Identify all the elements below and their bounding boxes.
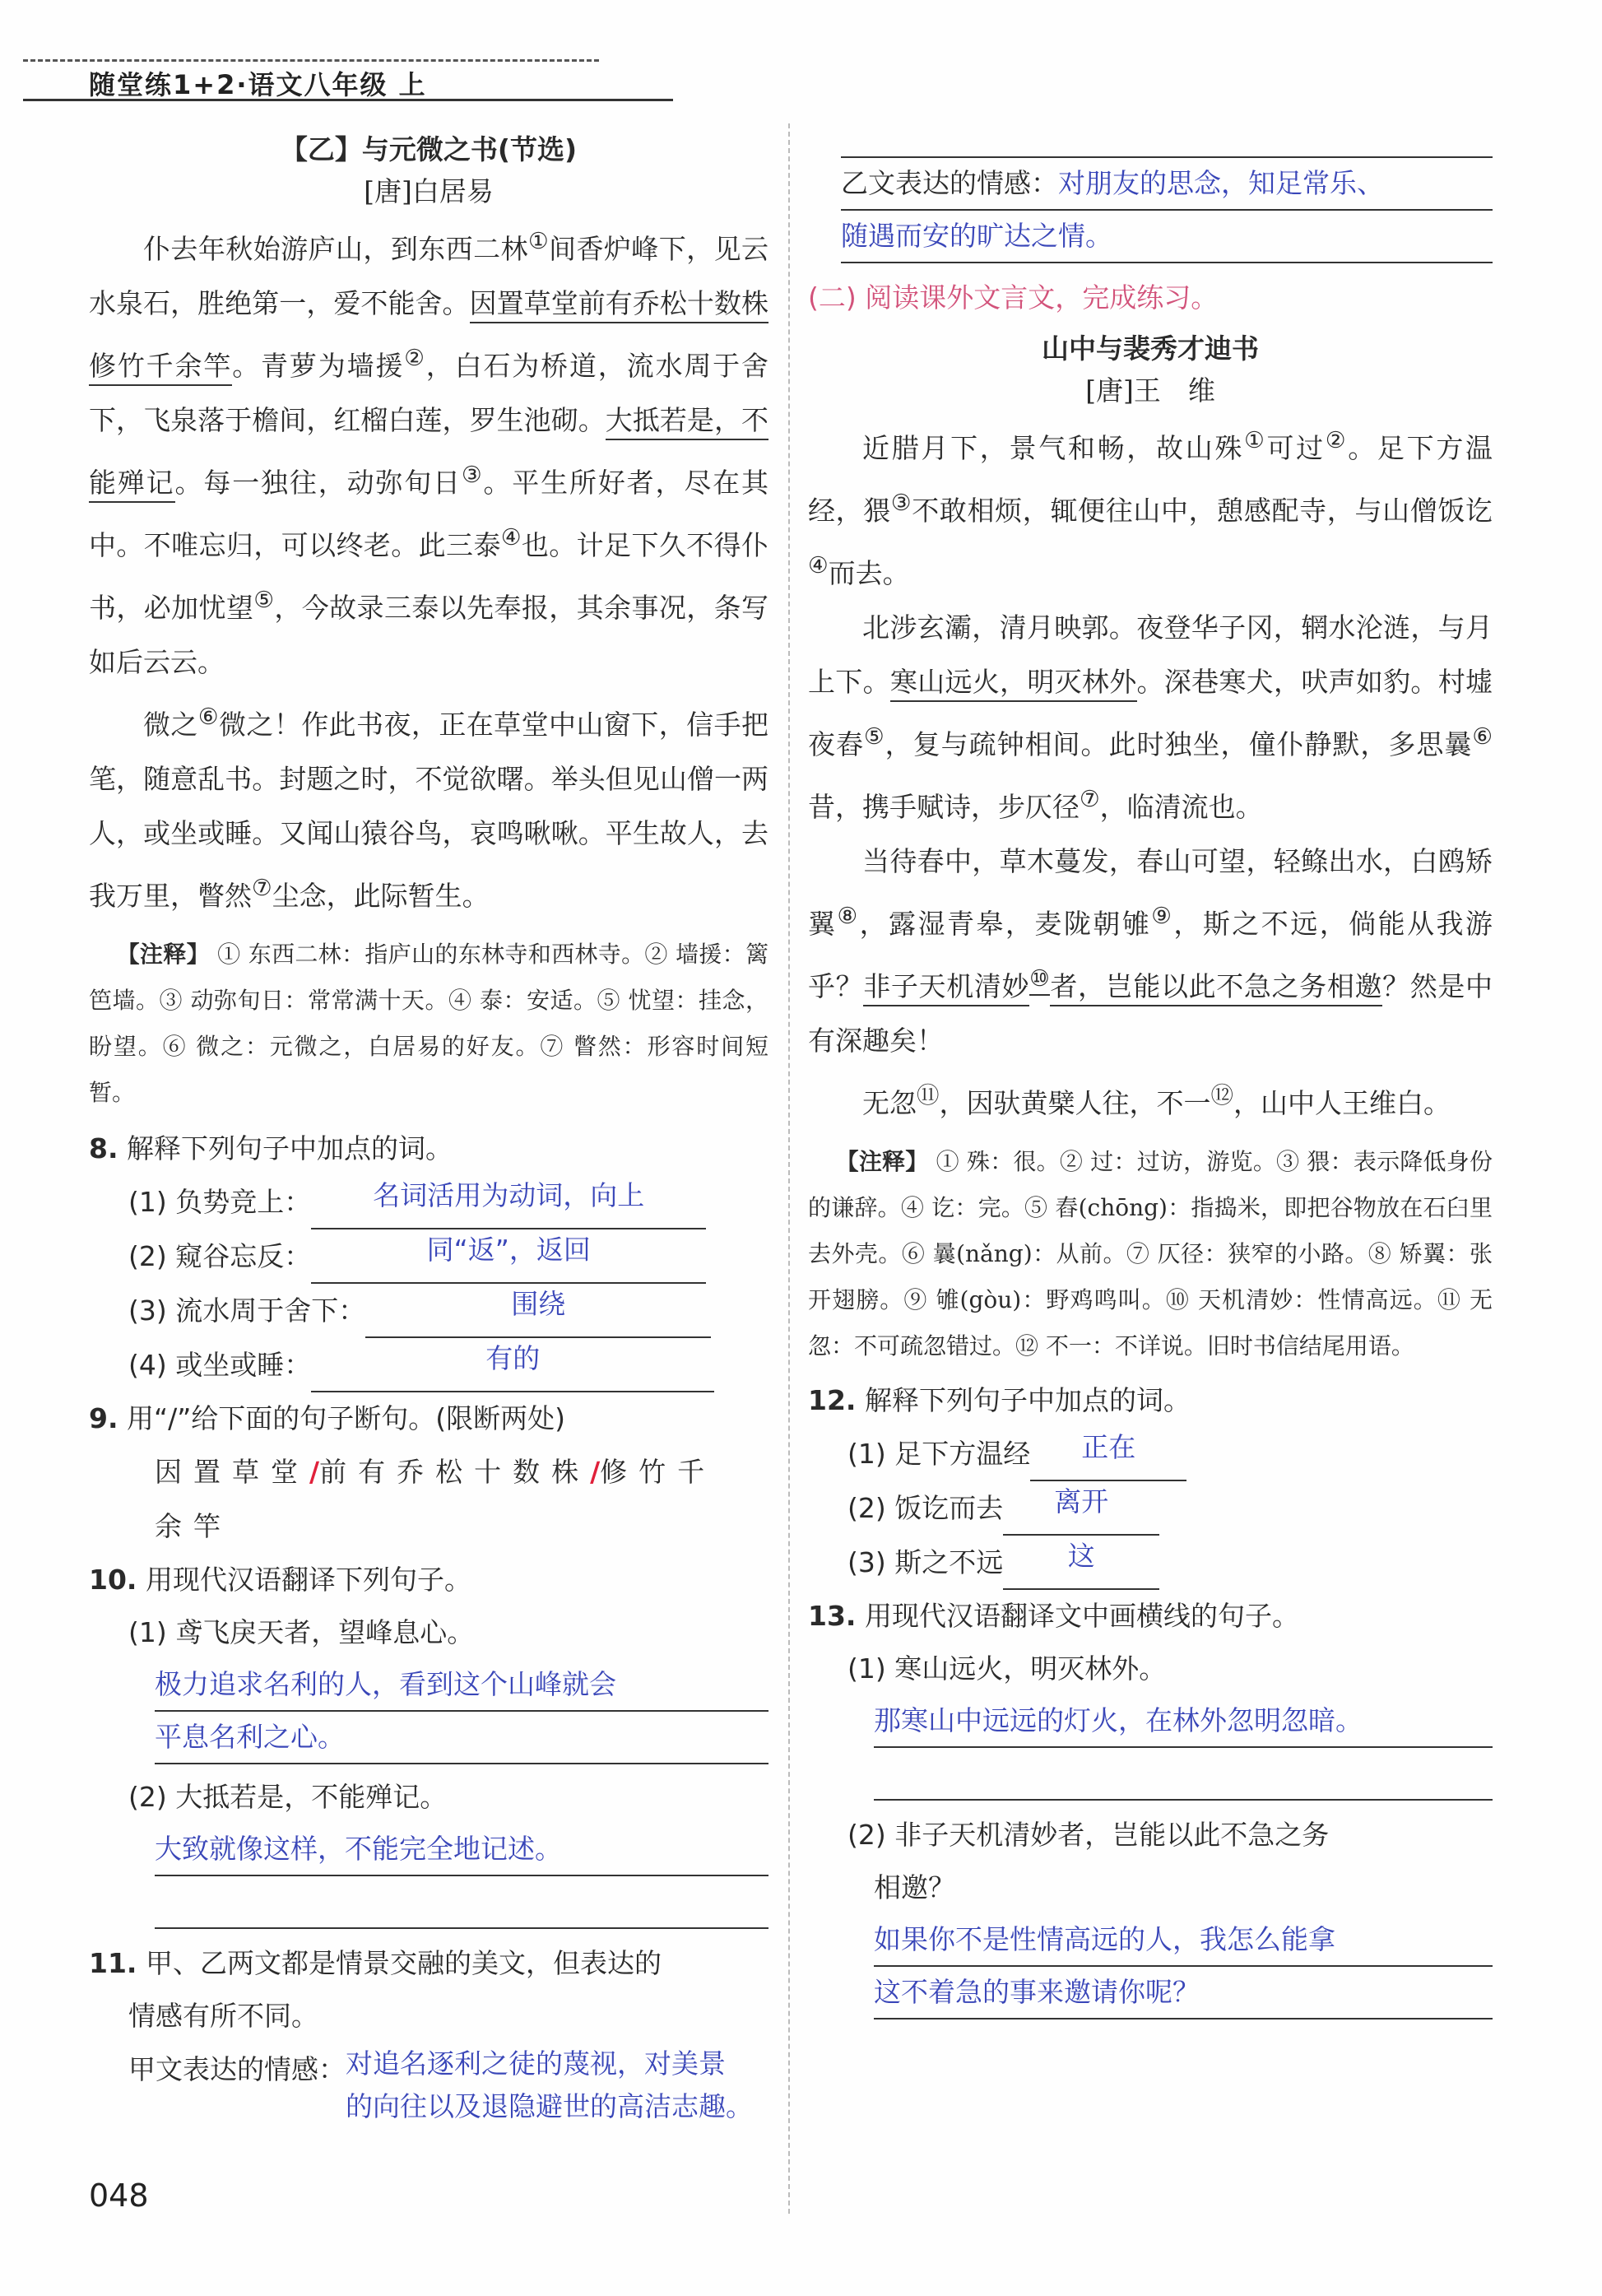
text: 。平生所好者，尽在其中。不唯忘归，可以终老。此三泰 <box>89 467 769 561</box>
q13-answer-2-line-2[interactable]: 这不着急的事来邀请你呢？ <box>874 1967 1493 2019</box>
question-stem: 解释下列句子中加点的词。 <box>127 1132 453 1164</box>
q13-answer-1-line-2[interactable] <box>874 1748 1493 1801</box>
right-column <box>808 123 1493 2019</box>
text: 微之 <box>143 709 198 741</box>
header-rule <box>23 99 673 101</box>
page-number: 048 <box>89 2177 149 2214</box>
q10-answer-1-line-1[interactable]: 极力追求名利的人，看到这个山峰就会 <box>155 1659 768 1712</box>
footnote-mark: ⑤ <box>253 587 275 613</box>
segment: 因置草堂 <box>155 1456 309 1488</box>
text: 不敢相烦，辄便往山中，憩感配寺，与山僧饭讫 <box>912 495 1493 527</box>
q10-sentence-2: (2) 大抵若是，不能殚记。 <box>128 1781 448 1813</box>
item-label: (3) 流水周于舍下： <box>128 1294 366 1327</box>
footnote-mark: ⑩ <box>1029 965 1050 996</box>
column-divider <box>788 123 790 2214</box>
question-stem: 用现代汉语翻译下列句子。 <box>145 1564 471 1596</box>
q10-answer-2-line-1[interactable]: 大致就像这样，不能完全地记述。 <box>155 1824 768 1876</box>
text: 昔，携手赋诗，步仄径 <box>808 791 1080 823</box>
question-13 <box>808 1590 1493 1643</box>
passage-yi-paragraph-1 <box>89 214 768 690</box>
footnote-mark: ① <box>1244 427 1267 453</box>
underlined-sentence: 者，岂能以此不急之务相邀 <box>1050 970 1382 1006</box>
text: 。青萝为墙援 <box>232 350 405 382</box>
text: 而去。 <box>828 557 910 589</box>
item-label: (3) 斯之不远 <box>847 1546 1004 1578</box>
item-label: (2) 窥谷忘反： <box>128 1240 312 1272</box>
q9-sentence <box>155 1445 768 1499</box>
passage-paragraph-3 <box>808 834 1493 1068</box>
header-dashed-rule <box>23 59 599 62</box>
question-number: 11. <box>89 1947 137 1979</box>
footnote-mark: ⑨ <box>1151 903 1174 929</box>
q11-jia <box>128 2043 768 2128</box>
q9-sentence-cont: 余竿 <box>155 1510 232 1542</box>
text: 。深巷寒犬，吠声如豹。村墟夜舂 <box>808 666 1493 760</box>
passage-author: [唐]王 维 <box>1085 374 1215 407</box>
question-number: 9. <box>89 1402 118 1434</box>
passage-yi-title: 【乙】与元微之书(节选) <box>280 133 578 165</box>
question-11 <box>89 1937 768 1990</box>
question-number: 10. <box>89 1564 137 1596</box>
question-stem: 解释下列句子中加点的词。 <box>864 1384 1191 1416</box>
underlined-sentence: 因置草堂前有乔松十数株修竹千余竿 <box>89 287 768 386</box>
handwritten-answer: 这 <box>1067 1540 1095 1572</box>
item-label: 甲文表达的情感： <box>128 2053 346 2085</box>
q10-answer-1-line-2[interactable]: 平息名利之心。 <box>155 1712 768 1764</box>
passage-paragraph-2 <box>808 601 1493 834</box>
footnote-mark: ⑦ <box>1080 786 1100 812</box>
footnote-mark: ⑪ <box>917 1082 940 1108</box>
text: 近腊月下，景气和畅，故山殊 <box>862 432 1245 464</box>
text: 也。计足下久不得仆书，必加忧望 <box>89 529 769 624</box>
footnote-mark: ⑤ <box>863 723 885 750</box>
q11-yi-line-2[interactable]: 随遇而安的旷达之情。 <box>841 209 1493 263</box>
item-label: (2) 饭讫而去 <box>847 1492 1004 1524</box>
passage-notes <box>808 1139 1493 1369</box>
q12-item-3 <box>847 1536 1493 1590</box>
question-stem: 用“/”给下面的句子断句。(限断两处) <box>127 1402 566 1434</box>
notes-label: 【注释】 <box>835 1148 929 1175</box>
text: 尘念，此际暂生。 <box>272 880 490 912</box>
passage-paragraph-1 <box>808 413 1493 601</box>
q10-answer-2-line-2[interactable] <box>155 1876 768 1929</box>
footnote-mark: ② <box>404 345 426 371</box>
q13-answer-1-line-1[interactable]: 那寒山中远远的灯火，在林外忽明忽暗。 <box>874 1695 1493 1748</box>
text: ，斯之不远，倘能从我游乎？ <box>808 908 1493 1002</box>
question-8 <box>89 1122 768 1175</box>
handwritten-answer: 正在 <box>1081 1431 1136 1463</box>
underlined-sentence: 寒山远火，明灭林外 <box>890 666 1137 702</box>
q12-item-2 <box>847 1481 1493 1536</box>
text: ，临清流也。 <box>1099 791 1263 823</box>
q11-jia-answer[interactable] <box>346 2043 753 2128</box>
header-title: 随堂练1+2·语文八年级 上 <box>89 69 427 100</box>
q11-yi <box>841 158 1493 209</box>
text: 。足下方温经，猥 <box>808 432 1493 527</box>
text: ，山中人王维白。 <box>1233 1087 1451 1119</box>
text: ，复与疏钟相间。此时独坐，僮仆静默，多思曩 <box>885 728 1473 760</box>
text: 北涉玄灞，清月映郭。夜登华子冈，辋水沦涟，与月上下。 <box>808 611 1493 698</box>
q13-answer-2-line-1[interactable]: 如果你不是性情高远的人，我怎么能拿 <box>874 1914 1493 1967</box>
footnote-mark: ④ <box>808 552 829 579</box>
passage-paragraph-4 <box>808 1068 1493 1131</box>
text: 微之！作此书夜，正在草堂中山窗下，信手把笔，随意乱书。封题之时，不觉欲曙。举头但见山僧一两人，或坐或睡。又闻山猿谷鸟，哀鸣啾啾。平生故人，去我万里，瞥然 <box>89 709 769 912</box>
q8-item-2 <box>128 1229 768 1284</box>
notes-label: 【注释】 <box>116 941 210 968</box>
text: 当待春中，草木蔓发，春山可望，轻鲦出水，白鸥矫翼 <box>808 845 1493 940</box>
footnote-mark: ③ <box>461 462 484 488</box>
text: 可过 <box>1266 432 1326 464</box>
footnote-mark: ⑥ <box>197 704 219 730</box>
handwritten-answer: 围绕 <box>511 1288 566 1320</box>
q12-item-1 <box>847 1427 1493 1481</box>
text: ，因驮黄檗人往，不一 <box>939 1087 1211 1119</box>
footnote-mark: ⑦ <box>252 875 272 901</box>
underlined-sentence: 大抵若是，不能殚记 <box>89 404 768 503</box>
notes-text: ① 殊：很。② 过：过访，游览。③ 猥：表示降低身份的谦辞。④ 讫：完。⑤ 舂(chōng)：指捣米，即把谷物放在石臼里去外壳。⑥ 曩(nǎng)：从前。⑦ 仄径：狭窄的小路。⑧ 矫翼：张开翅膀。⑨ 雊(gòu)：野鸡鸣叫。⑩ 天机清妙：性情高远。⑪ 无忽：不可疏忽错过。⑫ 不一：不详说。旧时书信结尾用语。 <box>808 1148 1493 1359</box>
footnote-mark: ③ <box>890 490 912 516</box>
q8-item-1 <box>128 1175 768 1229</box>
segment: 前有乔松十数株 <box>319 1456 591 1488</box>
text: ，白石为桥道，流水周于舍下，飞泉落于檐间，红榴白莲，罗生池砌。 <box>89 350 769 436</box>
q13-sentence-1: (1) 寒山远火，明灭林外。 <box>847 1652 1167 1685</box>
footnote-mark: ⑫ <box>1210 1082 1233 1108</box>
notes-text: ① 东西二林：指庐山的东林寺和西林寺。② 墙援：篱笆墙。③ 动弥旬日：常常满十天。④ 泰：安适。⑤ 忧望：挂念，盼望。⑥ 微之：元微之，白居易的好友。⑦ 瞥然：形容时间短暂。 <box>89 941 768 1106</box>
handwritten-answer: 离开 <box>1054 1485 1109 1517</box>
handwritten-answer: 有的 <box>485 1342 541 1374</box>
underlined-sentence: 非子天机清妙 <box>863 970 1029 1006</box>
question-number: 12. <box>808 1384 857 1416</box>
q8-item-4 <box>128 1338 768 1392</box>
question-stem: 用现代汉语翻译文中画横线的句子。 <box>864 1600 1299 1632</box>
footnote-mark: ⑧ <box>837 903 860 929</box>
left-column <box>89 123 768 2128</box>
segment: 修竹千 <box>600 1456 717 1488</box>
text: ，今故录三泰以先奉报，其余事况，条写如后云云。 <box>89 592 769 678</box>
question-number: 8. <box>89 1132 118 1164</box>
q8-item-3 <box>128 1284 768 1338</box>
question-stem: 甲、乙两文都是情景交融的美文，但表达的 <box>145 1947 662 1979</box>
q11-top-line <box>841 123 1493 158</box>
handwritten-answer[interactable]: 对朋友的思念，知足常乐、 <box>1058 167 1384 199</box>
q13-sentence-2: (2) 非子天机清妙者，岂能以此不急之务 <box>847 1819 1330 1851</box>
answer-blank[interactable] <box>1003 1540 1159 1590</box>
q10-sentence-1: (1) 鸢飞戾天者，望峰息心。 <box>128 1616 475 1648</box>
passage-yi-author: [唐]白居易 <box>364 175 494 207</box>
q13-sentence-2-cont: 相邀？ <box>874 1871 955 1903</box>
answer-blank[interactable] <box>311 1342 714 1392</box>
question-number: 13. <box>808 1600 857 1632</box>
text: 。每一独往，动弥旬日 <box>174 467 462 499</box>
question-10 <box>89 1554 768 1606</box>
item-label: (1) 足下方温经 <box>847 1438 1031 1470</box>
footnote-mark: ② <box>1325 427 1349 453</box>
handwritten-answer: 的向往以及退隐避世的高洁志趣。 <box>346 2090 753 2122</box>
item-label: 乙文表达的情感： <box>841 167 1058 199</box>
text: ？然是中有深趣矣！ <box>808 970 1493 1057</box>
item-label: (4) 或坐或睡： <box>128 1349 312 1381</box>
footnote-mark: ① <box>527 228 550 254</box>
question-9 <box>89 1392 768 1445</box>
text: 仆去年秋始游庐山，到东西二林 <box>143 233 528 265</box>
break-slash: / <box>309 1456 320 1488</box>
passage-yi-paragraph-2 <box>89 690 768 923</box>
question-12 <box>808 1374 1493 1427</box>
text: 间香炉峰下，见云水泉石，胜绝第一，爱不能舍。 <box>89 233 769 319</box>
section-heading: (二) 阅读课外文言文，完成练习。 <box>808 281 1219 314</box>
text: 无忽 <box>862 1087 917 1119</box>
handwritten-answer: 同“返”，返回 <box>426 1234 591 1266</box>
handwritten-answer: 对追名逐利之徒的蔑视，对美景 <box>346 2047 726 2080</box>
question-11-cont: 情感有所不同。 <box>128 2000 318 2032</box>
passage-yi-notes <box>89 932 768 1116</box>
text: ，露湿青皋，麦陇朝雊 <box>859 908 1152 940</box>
passage-title: 山中与裴秀才迪书 <box>1042 332 1259 365</box>
item-label: (1) 负势竞上： <box>128 1186 312 1218</box>
footnote-mark: ④ <box>500 524 522 551</box>
handwritten-answer: 名词活用为动词，向上 <box>373 1179 645 1211</box>
break-slash: / <box>590 1456 601 1488</box>
footnote-mark: ⑥ <box>1472 723 1493 750</box>
